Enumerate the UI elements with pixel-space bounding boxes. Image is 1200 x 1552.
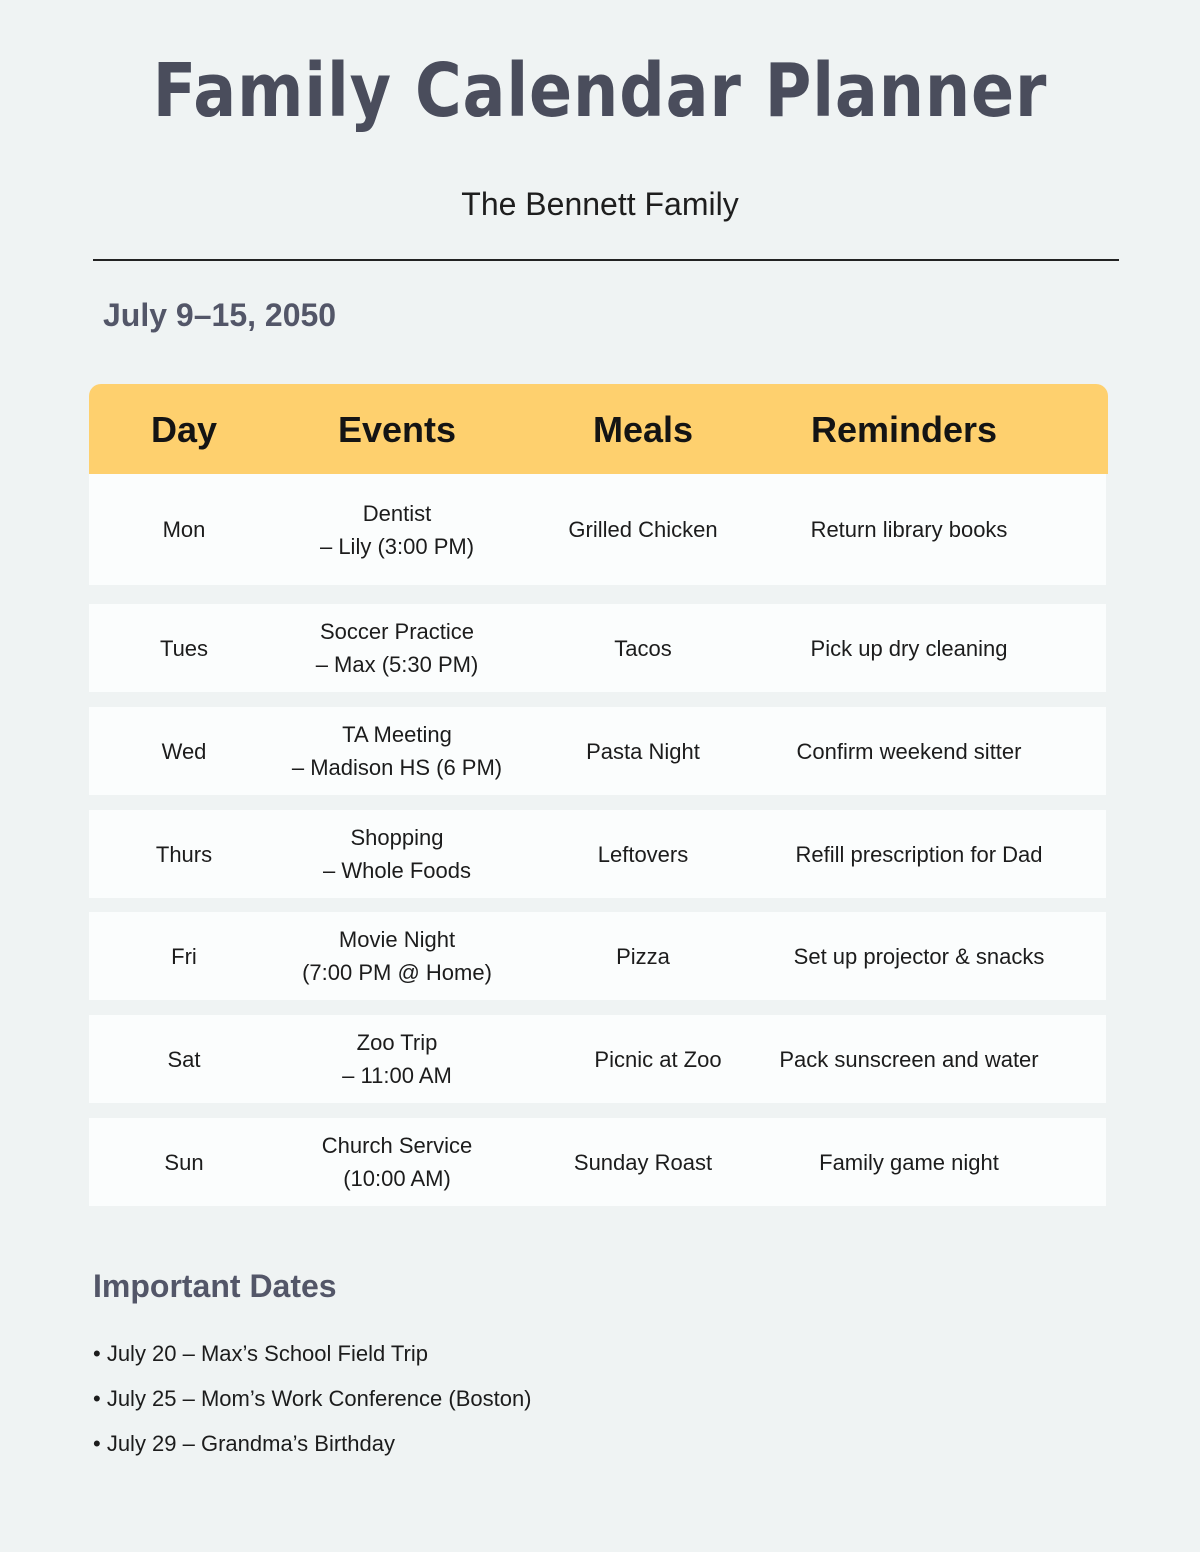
event-detail: – Lily (3:00 PM) (319, 533, 475, 559)
page-title: Family Calendar Planner (152, 48, 1048, 134)
day-cell: Mon (162, 517, 206, 542)
event-cell (286, 1118, 508, 1206)
table-row (89, 1118, 1106, 1206)
meal-cell: Sunday Roast (573, 1149, 713, 1175)
day-cell: Thurs (155, 841, 213, 867)
event-detail: (7:00 PM @ Home) (302, 960, 492, 985)
meal-cell: Pasta Night (586, 738, 700, 764)
important-dates-heading: Important Dates (93, 1268, 337, 1304)
reminder-cell: Set up projector & snacks (793, 943, 1045, 969)
table-header (89, 384, 1108, 474)
event-detail: – Max (5:30 PM) (315, 652, 479, 677)
reminder-cell: Return library books (810, 517, 1008, 542)
table-row (89, 707, 1106, 795)
event-cell (286, 707, 508, 795)
table-row (89, 474, 1106, 585)
event-cell (286, 604, 508, 692)
divider (93, 259, 1119, 261)
meal-cell: Leftovers (597, 841, 689, 867)
event-cell (286, 1015, 508, 1103)
event-title: Church Service (321, 1133, 473, 1158)
column-header-reminders: Reminders (810, 409, 998, 450)
event-cell (286, 912, 508, 1000)
column-header-events: Events (337, 409, 457, 450)
day-cell: Tues (159, 635, 209, 661)
event-cell (286, 810, 508, 898)
event-title: Movie Night (338, 927, 456, 952)
event-title: Shopping (350, 825, 444, 850)
meal-cell: Picnic at Zoo (594, 1046, 722, 1072)
event-title: Soccer Practice (319, 619, 475, 644)
reminder-cell: Pack sunscreen and water (779, 1046, 1039, 1072)
day-cell: Sat (167, 1046, 201, 1072)
reminder-cell: Refill prescription for Dad (795, 841, 1043, 867)
week-date-range: July 9–15, 2050 (103, 297, 337, 333)
day-cell: Fri (171, 943, 197, 969)
event-detail: – 11:00 AM (342, 1063, 452, 1088)
column-header-meals: Meals (592, 409, 694, 450)
day-cell: Sun (164, 1149, 204, 1175)
important-date-item: • July 25 – Mom’s Work Conference (Boston) (93, 1386, 532, 1411)
event-title: Dentist (362, 500, 432, 526)
table-row (89, 912, 1106, 1000)
event-title: Zoo Trip (356, 1030, 438, 1055)
important-date-item: • July 29 – Grandma’s Birthday (93, 1431, 395, 1456)
event-detail: – Whole Foods (323, 858, 471, 883)
reminder-cell: Pick up dry cleaning (810, 635, 1008, 661)
day-cell: Wed (161, 738, 207, 764)
reminder-cell: Confirm weekend sitter (796, 738, 1022, 764)
table-row (89, 810, 1106, 898)
table-row (89, 1015, 1106, 1103)
table-row (89, 604, 1106, 692)
event-title: TA Meeting (342, 722, 452, 747)
meal-cell: Pizza (616, 943, 670, 969)
column-header-day: Day (150, 409, 218, 450)
meal-cell: Tacos (614, 635, 672, 661)
family-name: The Bennett Family (461, 186, 739, 222)
event-cell (286, 474, 508, 585)
important-date-item: • July 20 – Max’s School Field Trip (93, 1341, 428, 1366)
event-detail: – Madison HS (6 PM) (291, 755, 503, 780)
reminder-cell: Family game night (819, 1149, 999, 1175)
meal-cell: Grilled Chicken (568, 517, 718, 542)
event-detail: (10:00 AM) (343, 1166, 451, 1191)
